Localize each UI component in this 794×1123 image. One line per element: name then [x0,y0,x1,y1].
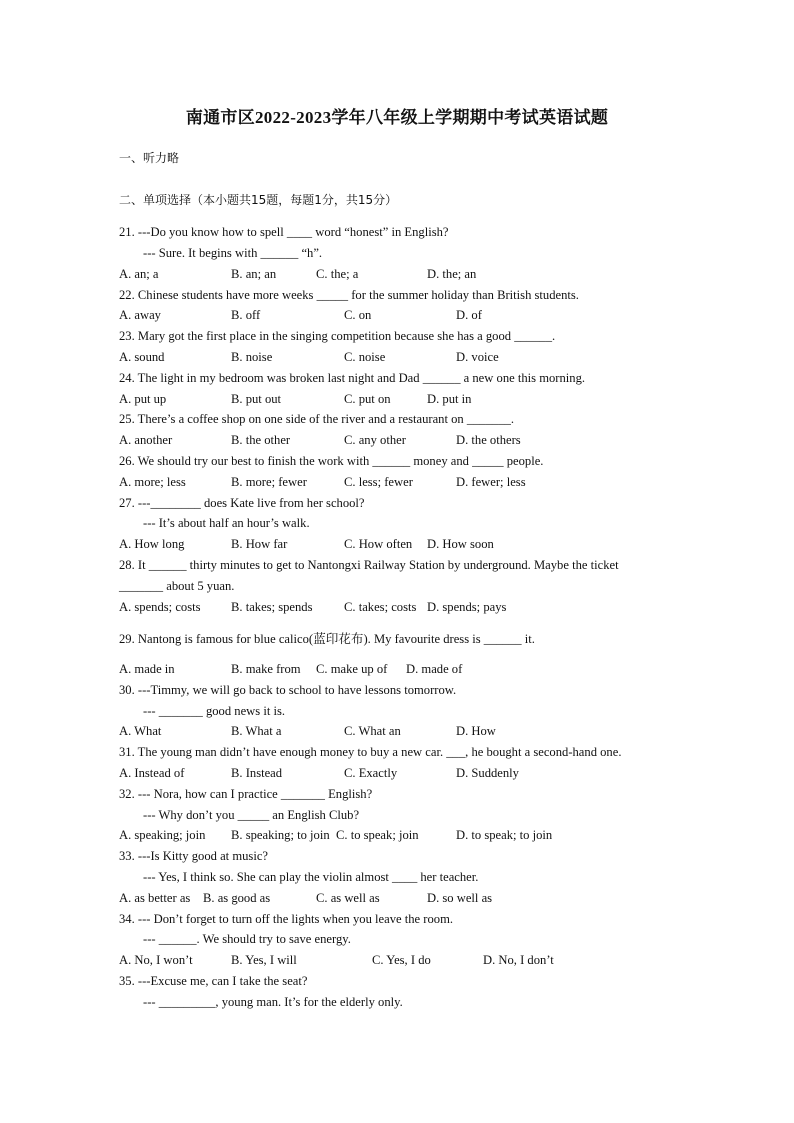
question-30-option-b[interactable]: B. What a [231,724,282,738]
question-29-option-c[interactable]: C. make up of [316,662,388,676]
question-31-option-c[interactable]: C. Exactly [344,766,398,780]
question-33-option-c[interactable]: C. as well as [316,891,380,905]
question-21-stem: 21. ---Do you know how to spell ____ word “honest” in English? [119,225,449,239]
question-29-option-a[interactable]: A. made in [119,662,175,676]
question-33-reply: --- Yes, I think so. She can play the violin almost ____ her teacher. [143,870,479,884]
question-32-option-a[interactable]: A. speaking; join [119,828,206,842]
question-25-option-c[interactable]: C. any other [344,433,406,447]
question-34-option-c[interactable]: C. Yes, I do [372,953,431,967]
question-26-stem: 26. We should try our best to finish the work with ______ money and _____ people. [119,454,544,468]
question-22-stem: 22. Chinese students have more weeks _____ for the summer holiday than British students. [119,288,579,302]
question-24-option-b[interactable]: B. put out [231,392,282,406]
question-33-option-d[interactable]: D. so well as [427,891,493,905]
question-22-option-a[interactable]: A. away [119,308,161,322]
question-22-option-b[interactable]: B. off [231,308,261,322]
question-21-option-a[interactable]: A. an; a [119,267,159,281]
question-28-option-b[interactable]: B. takes; spends [231,600,313,614]
question-34-option-d[interactable]: D. No, I don’t [483,953,554,967]
question-24-option-c[interactable]: C. put on [344,392,391,406]
question-29-option-b[interactable]: B. make from [231,662,301,676]
question-30-option-a[interactable]: A. What [119,724,162,738]
question-30-reply: --- _______ good news it is. [143,704,286,718]
section-single-choice-heading: 二、单项选择（本小题共15题，每题1分，共15分） [119,193,398,207]
exam-title: 南通市区2022-2023学年八年级上学期期中考试英语试题 [185,108,609,127]
question-21-option-c[interactable]: C. the; a [316,267,359,281]
question-23-option-a[interactable]: A. sound [119,350,165,364]
question-29-stem: 29. Nantong is famous for blue calico(蓝印花布). My favourite dress is ______ it. [119,632,535,646]
question-29-option-d[interactable]: D. made of [406,662,463,676]
question-33-stem: 33. ---Is Kitty good at music? [119,849,268,863]
question-28-stem-continued: _______ about 5 yuan. [119,579,235,593]
question-28-option-c[interactable]: C. takes; costs [344,600,417,614]
question-27-option-c[interactable]: C. How often [344,537,413,551]
question-32-option-d[interactable]: D. to speak; to join [456,828,553,842]
question-25-stem: 25. There’s a coffee shop on one side of the river and a restaurant on _______. [119,412,515,426]
question-24-option-d[interactable]: D. put in [427,392,472,406]
question-23-stem: 23. Mary got the first place in the singing competition because she has a good ______. [119,329,556,343]
question-23-option-c[interactable]: C. noise [344,350,386,364]
question-35-stem: 35. ---Excuse me, can I take the seat? [119,974,308,988]
question-32-stem: 32. --- Nora, how can I practice _______ English? [119,787,373,801]
question-27-reply: --- It’s about half an hour’s walk. [143,516,310,530]
question-31-option-a[interactable]: A. Instead of [119,766,185,780]
question-25-option-b[interactable]: B. the other [231,433,291,447]
question-32-option-c[interactable]: C. to speak; join [336,828,419,842]
question-28-option-d[interactable]: D. spends; pays [427,600,507,614]
question-30-stem: 30. ---Timmy, we will go back to school to have lessons tomorrow. [119,683,457,697]
question-35-reply: --- _________, young man. It’s for the elderly only. [143,995,403,1009]
question-30-option-c[interactable]: C. What an [344,724,401,738]
question-25-option-a[interactable]: A. another [119,433,173,447]
question-24-option-a[interactable]: A. put up [119,392,167,406]
question-27-option-d[interactable]: D. How soon [427,537,494,551]
question-21-option-d[interactable]: D. the; an [427,267,477,281]
question-34-option-a[interactable]: A. No, I won’t [119,953,193,967]
question-31-option-d[interactable]: D. Suddenly [456,766,519,780]
question-22-option-c[interactable]: C. on [344,308,372,322]
question-33-option-a[interactable]: A. as better as [119,891,191,905]
question-31-option-b[interactable]: B. Instead [231,766,283,780]
question-26-option-b[interactable]: B. more; fewer [231,475,307,489]
section-listening-heading: 一、听力略 [119,151,180,165]
question-27-option-b[interactable]: B. How far [231,537,288,551]
question-30-option-d[interactable]: D. How [456,724,496,738]
question-34-reply: --- ______. We should try to save energy. [143,932,351,946]
question-21-reply: --- Sure. It begins with ______ “h”. [143,246,323,260]
question-27-option-a[interactable]: A. How long [119,537,185,551]
question-21-option-b[interactable]: B. an; an [231,267,277,281]
question-26-option-c[interactable]: C. less; fewer [344,475,413,489]
question-23-option-b[interactable]: B. noise [231,350,273,364]
question-22-option-d[interactable]: D. of [456,308,482,322]
question-32-option-b[interactable]: B. speaking; to join [231,828,330,842]
question-25-option-d[interactable]: D. the others [456,433,521,447]
question-24-stem: 24. The light in my bedroom was broken last night and Dad ______ a new one this morning. [119,371,586,385]
question-26-option-a[interactable]: A. more; less [119,475,186,489]
question-33-option-b[interactable]: B. as good as [203,891,271,905]
question-34-stem: 34. --- Don’t forget to turn off the lights when you leave the room. [119,912,454,926]
question-34-option-b[interactable]: B. Yes, I will [231,953,297,967]
question-23-option-d[interactable]: D. voice [456,350,499,364]
question-32-reply: --- Why don’t you _____ an English Club? [143,808,360,822]
question-27-stem: 27. ---________ does Kate live from her school? [119,496,365,510]
question-31-stem: 31. The young man didn’t have enough money to buy a new car. ___, he bought a second-hand one. [119,745,622,759]
question-28-option-a[interactable]: A. spends; costs [119,600,201,614]
question-26-option-d[interactable]: D. fewer; less [456,475,526,489]
question-28-stem: 28. It ______ thirty minutes to get to Nantongxi Railway Station by underground. Maybe the ticket [119,558,619,572]
